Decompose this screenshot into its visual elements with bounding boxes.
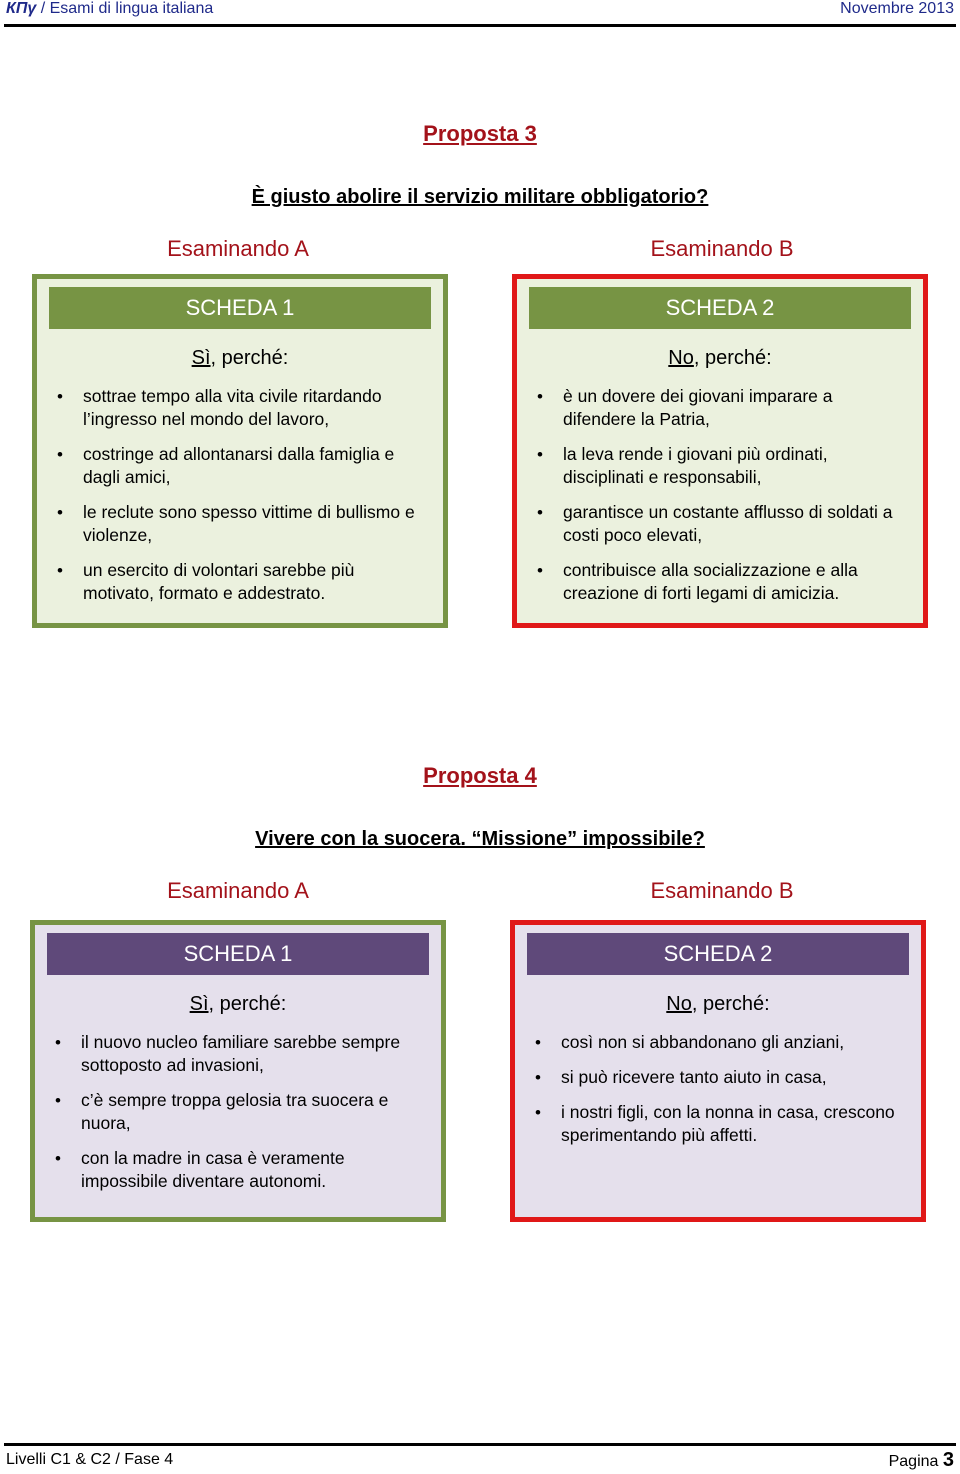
footer-level: Livelli C1 & C2 / Fase 4 [6,1451,174,1468]
page-header [6,0,954,22]
list-item: • i nostri figli, con la nonna in casa, crescono sperimentando più affetti. [533,1101,903,1147]
p4-scheda-2-verdict-rest: , perché: [691,993,770,1015]
list-item: • sottrae tempo alla vita civile ritardando l’ingresso nel mondo del lavoro, [55,385,425,431]
p3-scheda-2-list [535,385,905,617]
footer-page [889,1449,954,1472]
p4-scheda-1-verdict [35,993,441,1016]
p4-examinee-b: Esaminando B [650,878,794,903]
list-item: • si può ricevere tanto aiuto in casa, [533,1066,903,1089]
p4-scheda-2-verdict [515,993,921,1016]
p4-scheda-1-verdict-word: Sì [189,993,209,1015]
p4-scheda-1-verdict-rest: , perché: [208,993,287,1015]
p3-scheda-1-verdict-rest: , perché: [210,347,289,369]
list-item: • così non si abbandonano gli anziani, [533,1031,903,1054]
p3-scheda-1-verdict [37,347,443,370]
list-item: • costringe ad allontanarsi dalla famiglia e dagli amici, [55,443,425,489]
p4-scheda-1-bar: SCHEDA 1 [47,933,429,975]
list-item: • la leva rende i giovani più ordinati, disciplinati e responsabili, [535,443,905,489]
list-item: • con la madre in casa è veramente impossibile diventare autonomi. [53,1147,423,1193]
proposta-4-question: Vivere con la suocera. “Missione” impossibile? [255,828,705,850]
list-item: • c’è sempre troppa gelosia tra suocera e nuora, [53,1089,423,1135]
header-logo: КПγ [6,0,37,17]
p3-scheda-1-verdict-word: Sì [191,347,211,369]
p3-examinee-b: Esaminando B [650,236,794,261]
p4-scheda-2-bar: SCHEDA 2 [527,933,909,975]
list-item: • contribuisce alla socializzazione e alla creazione di forti legami di amicizia. [535,559,905,605]
list-item: • garantisce un costante afflusso di soldati a costi poco elevati, [535,501,905,547]
list-item: • il nuovo nucleo familiare sarebbe sempre sottoposto ad invasioni, [53,1031,423,1077]
footer-page-number: 3 [942,1449,954,1471]
footer-page-label: Pagina [888,1453,939,1470]
header-rule [4,24,956,27]
page-footer [6,1449,954,1473]
p3-scheda-1-list [55,385,425,617]
list-item: • è un dovere dei giovani imparare a difendere la Patria, [535,385,905,431]
p3-scheda-1-card [32,274,448,628]
p3-scheda-2-verdict-word: No [668,347,694,369]
p4-scheda-2-list [533,1031,903,1159]
p3-scheda-2-verdict [517,347,923,370]
header-title: / Esami di lingua italiana [40,0,214,17]
proposta-4-title: Proposta 4 [423,763,537,788]
header-left [6,0,213,18]
p3-examinee-a: Esaminando A [167,236,309,261]
header-date: Novembre 2013 [840,0,954,17]
p3-scheda-2-card [512,274,928,628]
p3-scheda-2-verdict-rest: , perché: [693,347,772,369]
p4-scheda-2-verdict-word: No [666,993,692,1015]
footer-rule [4,1443,956,1446]
list-item: • le reclute sono spesso vittime di bullismo e violenze, [55,501,425,547]
p4-scheda-2-card [510,920,926,1222]
p3-scheda-1-bar: SCHEDA 1 [49,287,431,329]
list-item: • un esercito di volontari sarebbe più motivato, formato e addestrato. [55,559,425,605]
p4-scheda-1-card [30,920,446,1222]
proposta-3-question: È giusto abolire il servizio militare obbligatorio? [251,186,709,208]
p4-examinee-a: Esaminando A [167,878,309,903]
proposta-3-title: Proposta 3 [423,121,537,146]
p4-scheda-1-list [53,1031,423,1205]
p3-scheda-2-bar: SCHEDA 2 [529,287,911,329]
